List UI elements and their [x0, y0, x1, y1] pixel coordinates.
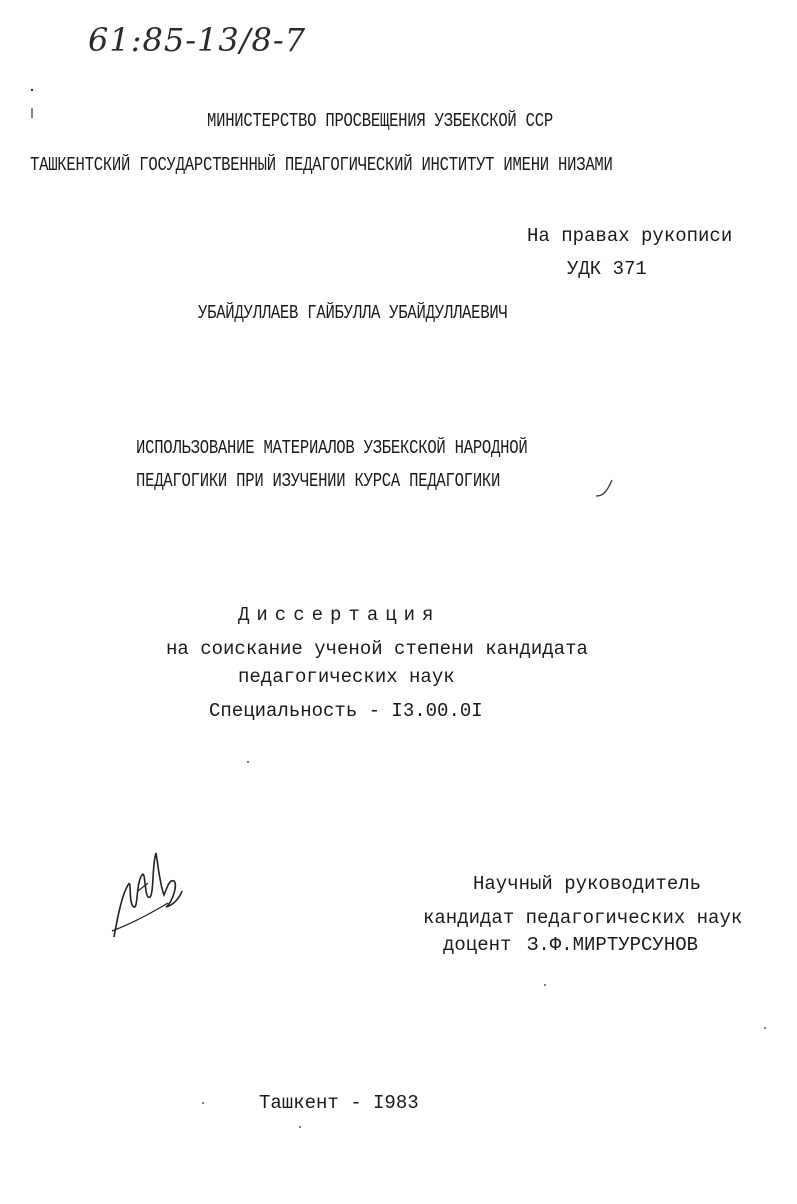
specialty: Специальность - I3.00.0I: [209, 700, 483, 722]
city-year: Ташкент - I983: [259, 1092, 419, 1114]
degree-line-2: педагогических наук: [238, 666, 455, 688]
supervisor-name: З.Ф.МИРТУРСУНОВ: [527, 934, 699, 956]
ministry-heading: МИНИСТЕРСТВО ПРОСВЕЩЕНИЯ УЗБЕКСКОЙ ССР: [207, 110, 553, 132]
archive-code: 61:85-13/8-7: [88, 21, 307, 59]
degree-line-1: на соискание ученой степени кандидата: [166, 638, 588, 660]
supervisor-degree: кандидат педагогических наук: [423, 907, 743, 929]
thesis-title-line-2: ПЕДАГОГИКИ ПРИ ИЗУЧЕНИИ КУРСА ПЕДАГОГИКИ: [136, 470, 501, 492]
institute-heading: ТАШКЕНТСКИЙ ГОСУДАРСТВЕННЫЙ ПЕДАГОГИЧЕСКИЙ ИНСТИТУТ ИМЕНИ НИЗАМИ: [30, 154, 613, 176]
supervisor-position: доцент: [443, 934, 512, 956]
manuscript-rights: На правах рукописи: [527, 225, 733, 247]
supervisor-label: Научный руководитель: [473, 873, 702, 895]
thesis-title-line-1: ИСПОЛЬЗОВАНИЕ МАТЕРИАЛОВ УЗБЕКСКОЙ НАРОДНОЙ: [136, 437, 528, 459]
udc-code: УДК 371: [567, 258, 647, 280]
work-type: Диссертация: [238, 604, 441, 626]
author-name: УБАЙДУЛЛАЕВ ГАЙБУЛЛА УБАЙДУЛЛАЕВИЧ: [198, 302, 508, 324]
